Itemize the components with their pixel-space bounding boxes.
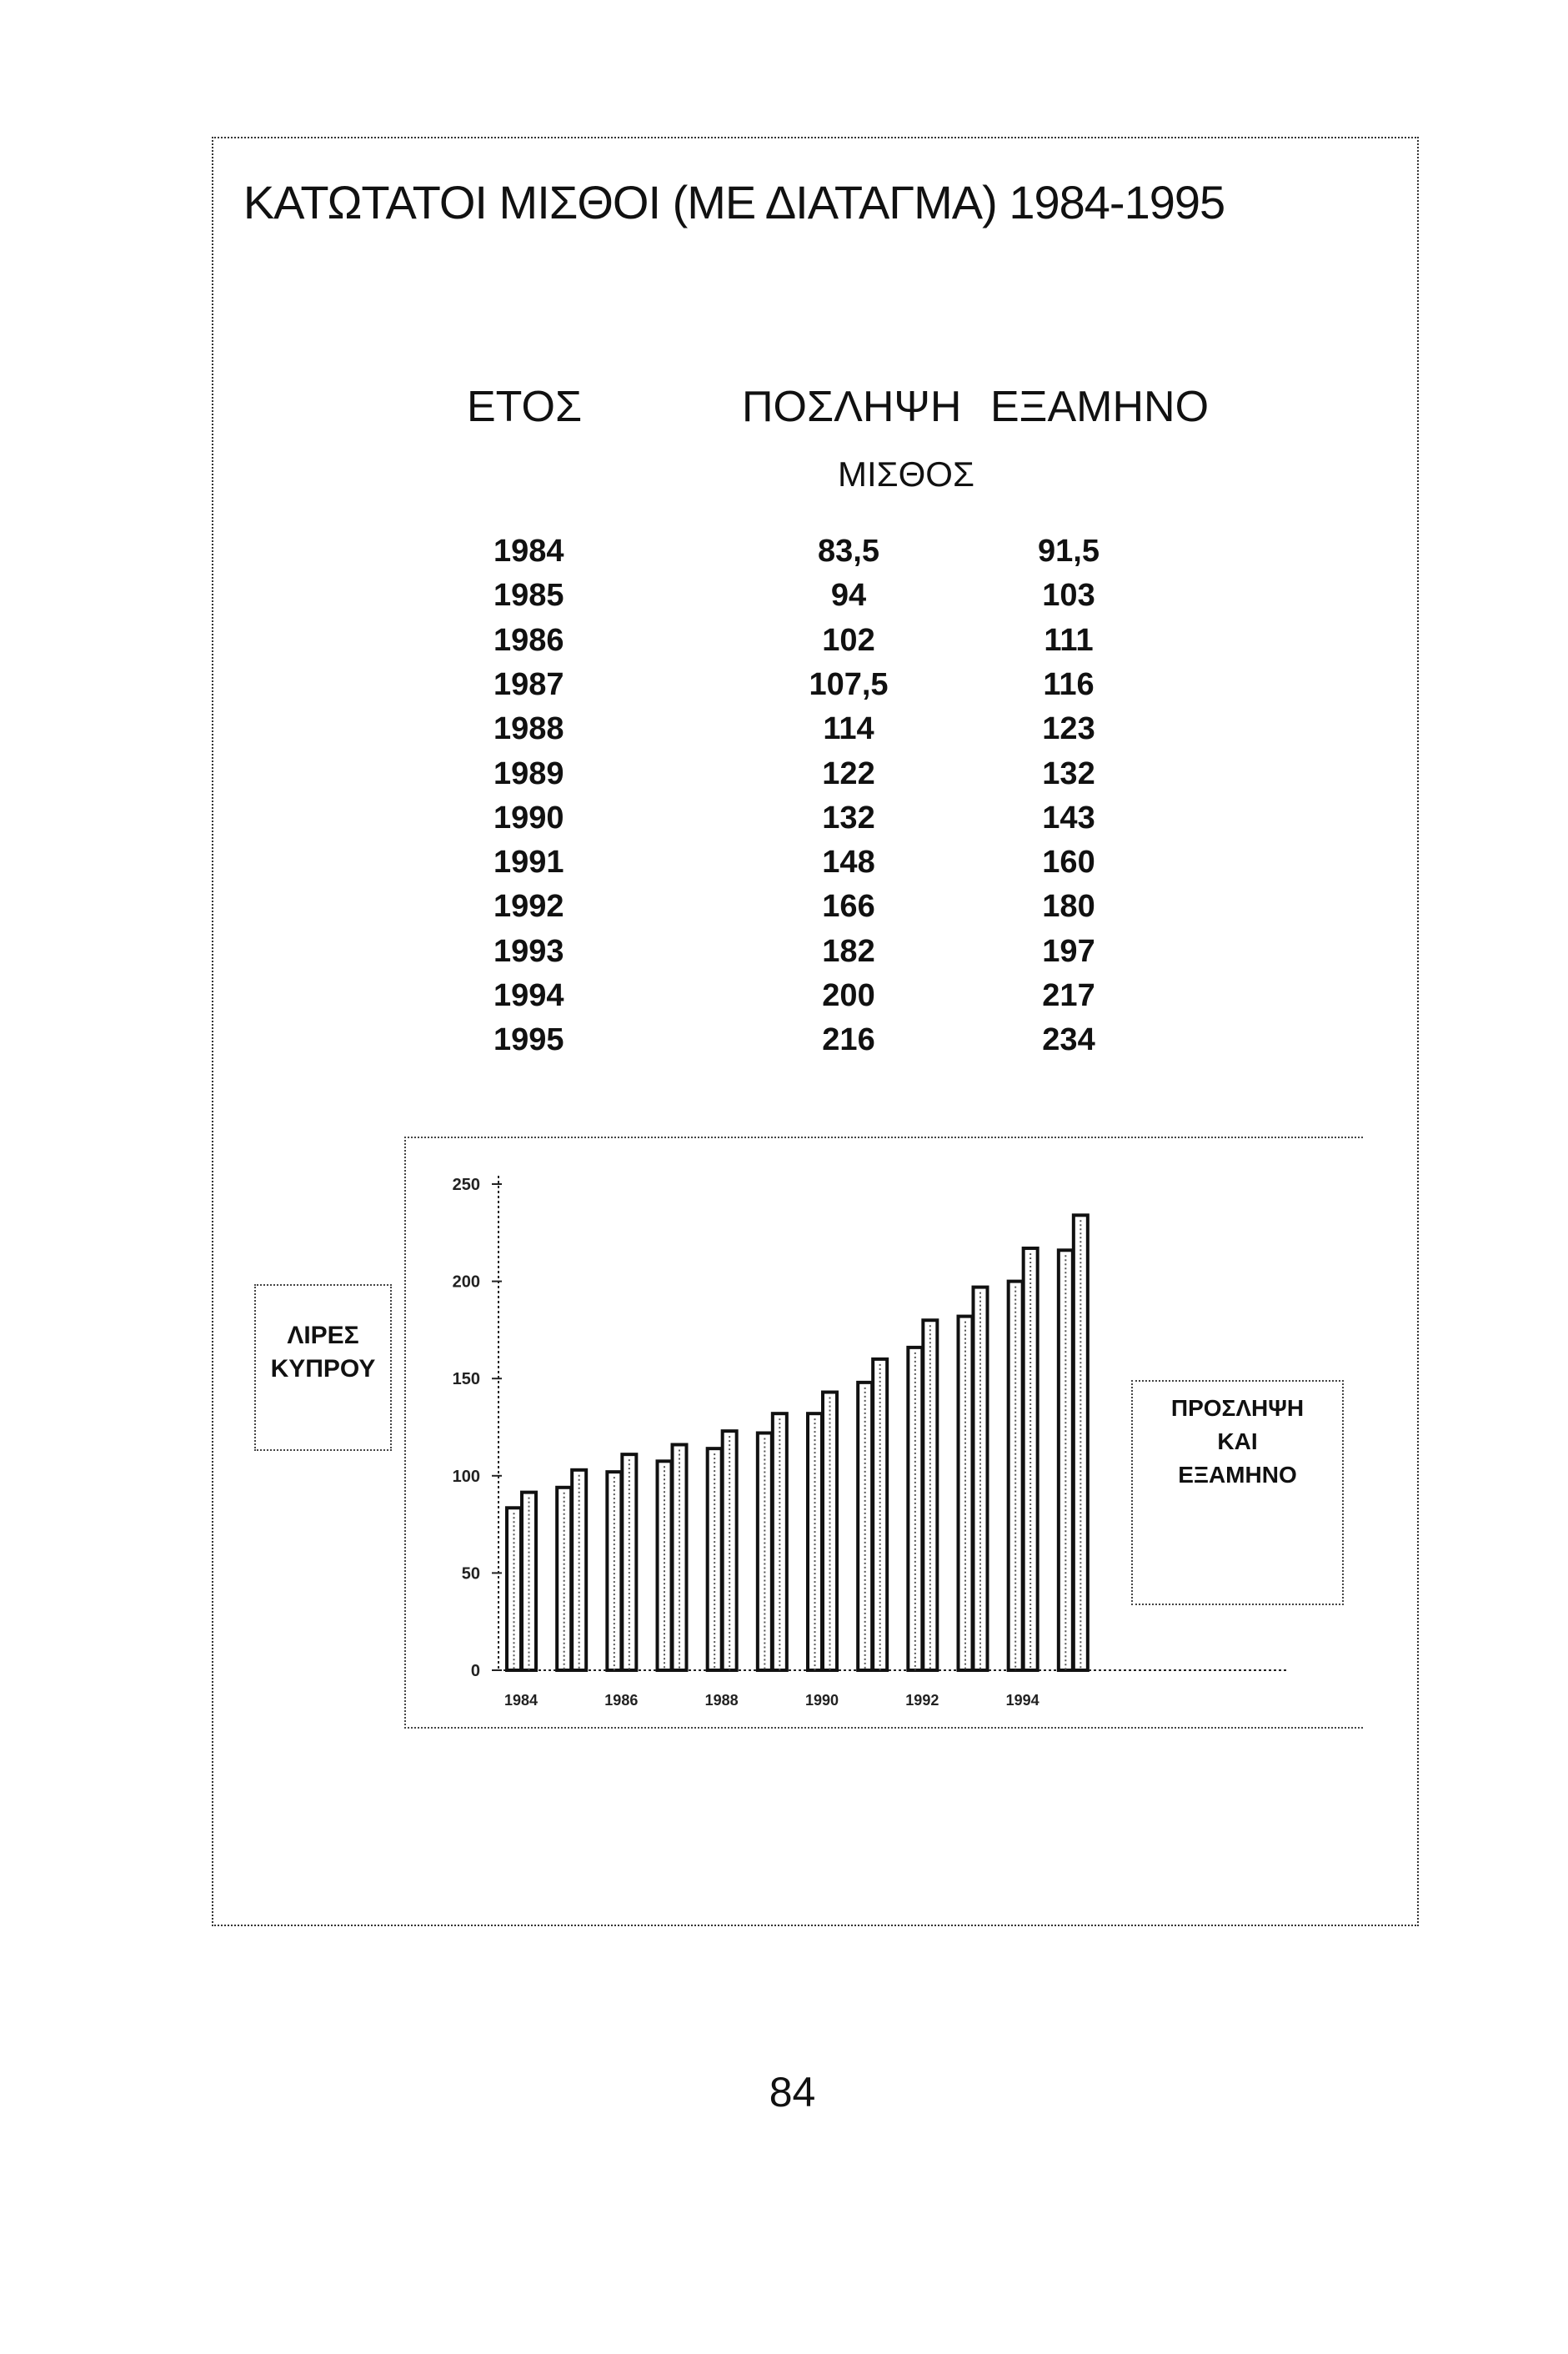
cell-hiring: 114 bbox=[823, 711, 874, 747]
y-tick-label: 250 bbox=[452, 1176, 480, 1194]
left-label-line1: ΛΙΡΕΣ bbox=[287, 1322, 359, 1349]
cell-year: 1988 bbox=[493, 711, 564, 747]
cell-semester: 111 bbox=[1044, 622, 1094, 658]
cell-hiring: 200 bbox=[822, 978, 875, 1013]
cell-semester: 132 bbox=[1042, 755, 1095, 791]
legend-label bbox=[1131, 1380, 1344, 1605]
x-tick-label: 1992 bbox=[905, 1692, 939, 1709]
x-tick-label: 1994 bbox=[1005, 1692, 1039, 1709]
bar-hiring bbox=[908, 1348, 922, 1670]
cell-semester: 234 bbox=[1042, 1022, 1095, 1058]
cell-hiring: 94 bbox=[830, 578, 867, 614]
bar-semester bbox=[622, 1454, 636, 1670]
cell-hiring: 132 bbox=[822, 800, 875, 836]
right-label-line2: ΚΑΙ bbox=[1217, 1428, 1258, 1454]
header-sub: ΜΙΣΘΟΣ bbox=[838, 454, 974, 494]
cell-hiring: 83,5 bbox=[818, 534, 879, 569]
cell-semester: 217 bbox=[1042, 978, 1095, 1013]
cell-year: 1991 bbox=[493, 845, 564, 881]
cell-year: 1986 bbox=[493, 622, 564, 658]
y-tick-label: 50 bbox=[461, 1564, 480, 1584]
cell-semester: 116 bbox=[1043, 666, 1095, 702]
cell-hiring: 166 bbox=[822, 889, 875, 925]
bar-semester bbox=[1024, 1248, 1038, 1670]
page-number: 84 bbox=[769, 2069, 816, 2116]
y-tick-label: 100 bbox=[452, 1467, 480, 1486]
header-year: ΕΤΟΣ bbox=[467, 383, 583, 431]
header-col-b: ΕΞΑΜΗΝΟ bbox=[990, 383, 1210, 431]
cell-hiring: 107,5 bbox=[809, 666, 889, 702]
x-tick-label: 1990 bbox=[804, 1692, 839, 1709]
cell-semester: 160 bbox=[1042, 845, 1095, 881]
cell-hiring: 182 bbox=[822, 933, 875, 969]
page-title: ΚΑΤΩΤΑΤΟΙ ΜΙΣΘΟΙ (ΜΕ ΔΙΑΤΑΓΜΑ) 1984-1995 bbox=[243, 176, 1225, 228]
cell-year: 1984 bbox=[493, 534, 564, 569]
cell-year: 1989 bbox=[493, 755, 564, 791]
cell-semester: 180 bbox=[1042, 889, 1095, 925]
bar-semester bbox=[723, 1431, 737, 1670]
header-col-a: ΠΟΣΛΗΨΗ bbox=[742, 383, 962, 431]
cell-semester: 143 bbox=[1042, 800, 1095, 836]
cell-semester: 91,5 bbox=[1038, 534, 1100, 569]
x-tick-label: 1984 bbox=[503, 1692, 539, 1709]
cell-year: 1994 bbox=[493, 978, 564, 1013]
x-tick-label: 1988 bbox=[704, 1692, 739, 1709]
y-tick-label: 200 bbox=[452, 1272, 480, 1292]
cell-year: 1987 bbox=[493, 666, 564, 702]
cell-semester: 197 bbox=[1042, 933, 1095, 969]
cell-year: 1993 bbox=[493, 933, 564, 969]
cell-year: 1990 bbox=[493, 800, 564, 836]
cell-year: 1995 bbox=[493, 1022, 564, 1058]
y-axis-unit-label bbox=[254, 1284, 392, 1451]
cell-hiring: 216 bbox=[822, 1022, 875, 1058]
bar-semester bbox=[974, 1287, 988, 1670]
bar-semester bbox=[673, 1444, 687, 1670]
cell-hiring: 122 bbox=[822, 755, 875, 791]
cell-year: 1985 bbox=[493, 578, 564, 614]
left-label-line2: ΚΥΠΡΟΥ bbox=[270, 1355, 376, 1383]
cell-hiring: 148 bbox=[822, 845, 875, 881]
cell-semester: 123 bbox=[1042, 711, 1095, 747]
y-tick-label: 0 bbox=[470, 1662, 480, 1680]
cell-year: 1992 bbox=[493, 889, 564, 925]
cell-semester: 103 bbox=[1042, 578, 1095, 614]
cell-hiring: 102 bbox=[822, 622, 875, 658]
right-label-line3: ΕΞΑΜΗΝΟ bbox=[1178, 1462, 1297, 1488]
y-tick-label: 150 bbox=[452, 1370, 480, 1389]
right-label-line1: ΠΡΟΣΛΗΨΗ bbox=[1170, 1395, 1305, 1421]
x-tick-label: 1986 bbox=[604, 1692, 639, 1709]
